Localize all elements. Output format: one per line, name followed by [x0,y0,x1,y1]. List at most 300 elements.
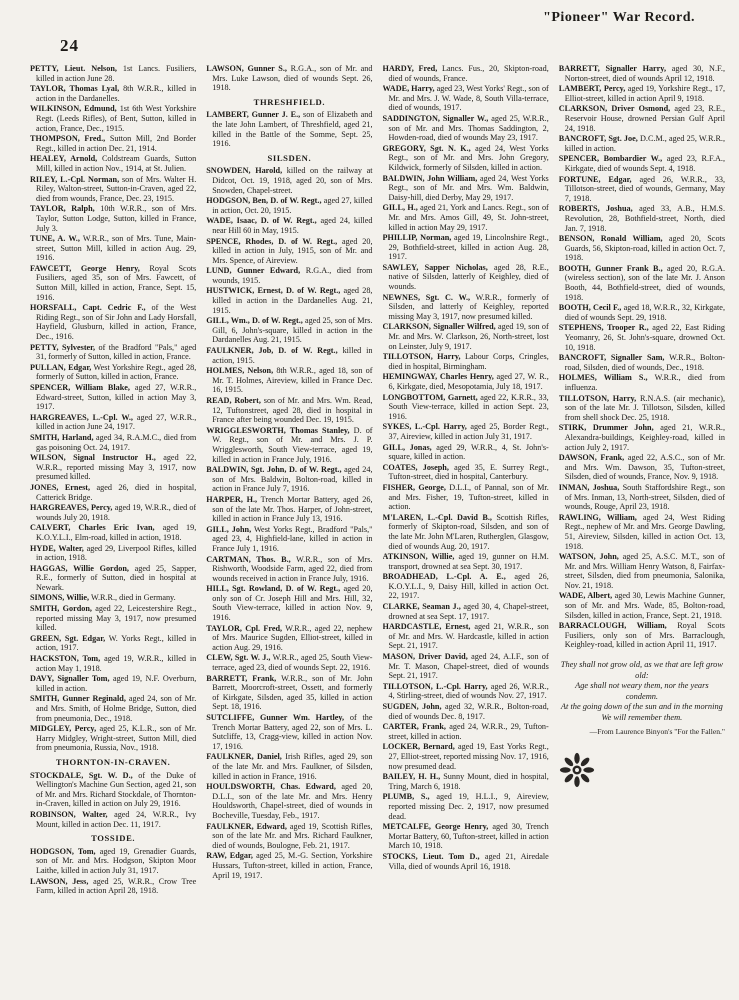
casualty-entry [30,104,196,133]
casualty-details: West Yorkshire Regt., aged 28, formerly of Sutton, killed in action, France. [36,362,197,382]
casualty-details: aged 22, East Riding Yeomanry, 26, St. John's-square, drowned Oct. 10, 1918. [564,323,725,352]
casualty-details: 8th W.R.R., killed in action in the Dardanelles. [36,84,197,103]
casualty-details: South Staffordshire Regt., son of Mrs. Inman, 13, North-street, Silsden, died of wounds, Rouge, April 23, 1918. [564,482,725,512]
casualty-entry [559,84,725,103]
casualty-name: CLEW, Sgt. W. J., [206,653,271,663]
casualty-entry [30,204,196,233]
casualty-name: WATSON, John, [558,552,619,562]
casualty-entry [30,84,196,103]
casualty-name: BARRETT, Frank, [206,673,277,683]
casualty-entry [383,652,549,681]
casualty-details: aged 30, Lewis Machine Gunner, son of Mr. and Mrs. Wade, 85, Bolton-road, Silsden, killed in action, France, Sept. 21, 1918. [564,591,725,620]
casualty-name: SUTCLIFFE, Gunner Wm. Hartley, [206,713,345,722]
column-4-entries [559,64,725,650]
casualty-entry [30,413,196,432]
casualty-entry [383,233,549,262]
casualty-name: THOMPSON, Fred., [30,134,106,144]
casualty-name: BARRACLOUGH, William, [558,621,667,631]
casualty-entry [383,293,549,322]
casualty-name: STIRK, Drummer John, [558,423,654,433]
casualty-details: R.G.A., son of Mr. and Mrs. Luke Lawson, died of wounds Sept. 26, 1918. [212,64,373,93]
casualty-details: aged 24, W.R.R., 29, Tufton-street, killed in action. [388,722,549,741]
casualty-name: WILSON, Signal Instructor H., [30,453,156,463]
casualty-entry [30,634,196,653]
casualty-name: BROADHEAD, L.-Cpl. A. E., [382,572,506,582]
casualty-entry [206,266,372,285]
casualty-details: aged 19, Grenadier Guards, son of Mr. and Mrs. Hodgson, Skipton Moor Laithe, killed in action July 31, 1917. [36,846,197,875]
casualty-details: 1st Lancs. Fusiliers, killed in action June 28. [36,64,197,83]
casualty-entry [30,604,196,633]
casualty-entry [30,483,196,502]
casualty-details: killed on the railway at Didcot, Oct. 19, 1918, aged 20, son of Mrs. Snowden, Chapel-street. [212,166,373,195]
casualty-details: D.C.M., aged 25, W.R.R., killed in action. [564,134,725,153]
casualty-entry [30,343,196,362]
casualty-entry [559,453,725,482]
casualty-name: FISHER, George, [382,482,446,492]
casualty-entry [559,621,725,650]
casualty-entry [559,591,725,620]
flower-ornament-icon [559,752,595,788]
casualty-details: aged 20, killed in action in July, 1915, son of Mr. and Mrs. Spence, of Aireview. [212,236,373,265]
casualty-entry [559,154,725,173]
casualty-details: 1st 6th West Yorkshire Regt. (Leeds Rifles), of Bent, Sutton, killed in action, France, Dec., 1915. [36,104,197,133]
casualty-entry [383,772,549,791]
casualty-details: aged 23, West Yorks' Regt., son of Mr. and Mrs. J. W. Wade, 8, South Villa-terrace, died of wounds, 1917. [388,84,549,113]
casualty-entry [206,584,372,622]
casualty-name: PHILLIP, Norman, [382,233,452,243]
casualty-details: of the Duke of Wellington's Machine Gun Section, aged 21, son of Mr. and Mrs. Richard Stockdale, of Thornton-in-Craven, killed in action on July 29, 1916. [36,770,197,809]
casualty-entry [206,237,372,266]
casualty-details: aged 33, A.B., H.M.S. Revolution, 28, Bothfield-street, North, died Jan. 7, 1918. [564,204,725,233]
casualty-entry [206,713,372,751]
casualty-entry [559,175,725,204]
casualty-details: aged 22, Leicestershire Regt., reported missing May 3, 1917, now presumed killed. [36,604,197,633]
casualty-name: WRIGGLESWORTH, Thomas Stanley, [206,425,350,435]
casualty-entry [383,742,549,771]
casualty-details: aged 24, killed near Hill 60 in May, 1915. [212,216,373,235]
casualty-entry [383,84,549,113]
casualty-name: NEWNES, Sgt. C. W., [382,292,471,302]
casualty-details: aged 22, K.R.R., 33, South View-terrace, killed in action Sept. 23, 1916. [388,392,549,421]
casualty-details: aged 27, W.R.R., Edward-street, Sutton, killed in action May 3, 1917. [36,383,197,412]
casualty-entry [383,792,549,821]
casualty-name: HAGGAS, Willie Gordon, [30,563,129,573]
casualty-entry [30,64,196,83]
casualty-name: HUSTWICK, Ernest, D. of W. Regt., [206,286,341,296]
casualty-details: aged 30, Trench Mortar Battery, 60, Tufton-street, killed in action March 10, 1918. [388,822,549,851]
casualty-details: aged 21, W.R.R., son of Mr. and Mrs. W. Hardcastle, killed in action Sept. 21, 1917. [388,622,549,651]
casualty-details: aged 28, killed in action in the Dardanelles Aug. 21, 1915. [212,286,373,315]
casualty-details: aged 35, E. Surrey Regt., Tufton-street, died in hospital, Canterbury. [388,462,549,482]
casualty-details: W.R.R., son of Mr. John Barrett, Moorcroft-street, Ossett, and formerly of Kirkgate, Silsden, aged 35, killed in action Sept. 18, 1916. [212,673,373,712]
casualty-entry [30,877,196,896]
casualty-name: RAW, Edgar, [206,851,253,861]
casualty-name: BOOTH, Cecil F., [558,303,622,313]
casualty-entry [383,422,549,441]
casualty-entry [206,316,372,345]
casualty-name: BARRETT, Signaller Harry, [558,64,666,73]
casualty-name: BALDWIN, Sgt. John, D. of W. Regt., [206,465,342,475]
page-header [22,8,725,55]
casualty-entry [383,64,549,83]
casualty-details: aged 24, W.R.R., Ivy Mount, killed in action Dec. 11, 1917. [36,809,197,829]
casualty-name: M'LAREN, L.-Cpl. David B., [382,512,492,522]
casualty-entry [559,234,725,263]
casualty-entry [206,752,372,781]
casualty-entry [206,216,372,235]
casualty-name: FAWCETT, George Henry, [30,263,140,273]
casualty-details: aged 27, W. R., 6, Kirkgate, died, Mesopotamia, July 18, 1917. [388,372,549,391]
casualty-details: W.R.R., formerly of Silsden, and latterly of Keighley, reported missing May 3, 1917, now presumed killed. [388,292,549,321]
casualty-details: aged 29, Liverpool Rifles, killed in action, 1918. [36,543,197,563]
casualty-name: LOCKER, Bernard, [382,742,455,752]
casualty-details: aged 25, K.L.R., son of Mr. Harry Midgley, Wright-street, Sutton Mill, died from pneumonia, Russia, Nov., 1918. [36,724,197,753]
casualty-name: PETTY, Lieut. Nelson, [30,64,117,73]
casualty-name: SYKES, L.-Cpl. Harry, [382,422,467,432]
casualty-entry [30,674,196,693]
casualty-details: aged 18, W.R.R., 32, Kirkgate, died of wounds Sept. 29, 1918. [564,303,725,322]
casualty-details: aged 24, West Riding Regt., nephew of Mr. and Mrs. George Dawling, 51, Aireview, Silsden, killed in action Oct. 13, 1918. [564,512,725,551]
casualty-name: HACKSTON, Tom, [30,654,101,664]
casualty-details: aged 25, W.R.R., son of Mr. and Mrs. Thomas Saddington, 2, Howden-road, died of wounds May 23, 1917. [388,113,549,143]
casualty-name: TILLOTSON, Harry, [382,352,461,362]
casualty-entry [30,503,196,522]
casualty-entry [383,352,549,371]
column-1 [30,64,196,994]
casualty-name: LAMBERT, Percy, [558,84,626,94]
casualty-details: W.R.R., aged 22, nephew of Mrs. Maurice Sugden, Elliot-street, killed in action Aug. 29, 1916. [212,623,373,652]
casualty-entry [559,264,725,302]
casualty-details: 10th W.R.R., son of Mrs. Taylor, Sutton Lodge, Sutton, killed in France, July 3. [36,204,197,233]
casualty-entry [559,483,725,512]
casualty-name: HOULDSWORTH, Chas. Edward, [206,782,336,792]
casualty-entry [30,264,196,302]
casualty-details: Sunny Mount, died in hospital, Tring, March 6, 1918. [388,772,549,791]
casualty-entry [206,196,372,215]
casualty-details: aged 25, son of Mrs. Gill, 6, John's-square, killed in action in the Dardanelles Aug. 21, 1915. [212,316,373,345]
casualty-details: aged 28, R.E., native of Silsden, latterly of Keighley, died of wounds. [388,262,549,292]
casualty-details: aged 24, A.I.F., son of Mr. T. Mason, Chapel-street, died of wounds Sept. 21, 1917. [388,652,549,681]
casualty-name: BOOTH, Gunner Frank B., [558,263,663,273]
casualty-details: aged 25, M.-G. Section, Yorkshire Hussars, Tufton-street, killed in action, France, April 19, 1917. [212,851,373,880]
casualty-entry [383,822,549,851]
casualty-details: aged 19, W.R.R., killed in action May 1, 1918. [36,654,197,673]
casualty-entry [383,602,549,621]
casualty-details: aged 23, R.F.A., Kirkgate, died of wounds Sept. 4, 1918. [564,154,725,173]
section-heading: TOSSIDE. [91,833,136,844]
page-number: 24 [60,36,79,55]
casualty-details: W.R.R., Bolton-road, Silsden, died of wounds, Dec., 1918. [564,353,725,372]
casualty-details: aged 25, Border Regt., 37, Aireview, killed in action July 31, 1917. [388,422,549,441]
casualty-name: HARGREAVES, L.-Cpl. W., [30,412,133,422]
casualty-details: R.N.A.S. (air mechanic), son of the late Mr. J. Tillotson, Silsden, killed from shell shock Dec. 25, 1918. [564,393,725,422]
casualty-entry [383,513,549,551]
casualty-name: TILLOTSON, Harry, [558,393,637,403]
casualty-name: INMAN, Joshua, [558,482,620,492]
casualty-entry [206,525,372,554]
casualty-entry [383,174,549,203]
casualty-name: SPENCER, Bombardier W., [558,154,663,164]
casualty-name: LAWSON, Gunner S., [206,64,287,73]
casualty-name: ROBERTS, Joshua, [558,204,633,214]
casualty-name: GREGORY, Sgt. N. K., [382,143,471,153]
casualty-name: SMITH, Harland, [30,432,94,442]
casualty-entry [206,286,372,315]
casualty-entry [206,782,372,820]
casualty-details: killed in action, 1915. [212,346,373,365]
casualty-details: W.R.R., son of Mrs. Tune, Main-street, Sutton Mill, killed in action Aug. 29, 1916. [36,234,197,263]
casualty-name: CLARKSON, Signaller Wilfred, [382,322,496,332]
casualty-entry [559,513,725,551]
casualty-details: aged 20, R.G.A. (wireless section), son of the late Mr. J. Anson Booth, 44, Bothfield-street, died of wounds, 1918. [564,263,725,302]
running-title: "Pioneer" War Record. [543,10,695,25]
casualty-name: SMITH, Gunner Reginald, [30,694,126,704]
casualty-entry [206,851,372,880]
section-heading: THRESHFIELD. [253,96,326,107]
casualty-name: FORTUNE, Edgar, [558,174,632,184]
casualty-entry [30,771,196,809]
casualty-entry [30,154,196,173]
casualty-details: of the West Riding Regt., son of Sir John and Lady Horsfall, Hayfield, Glusburn, killed in action, France, Dec., 1916. [36,303,197,342]
casualty-name: CARTMAN, Thos. B., [206,554,291,564]
casualty-entry [206,110,372,148]
casualty-details: aged 20, Scots Guards, 56, Skipton-road, killed in action Oct. 7, 1918. [564,234,725,263]
column-3 [383,64,549,994]
casualty-details: aged 19, son of Mr. and Mrs. W. Clarkson, 26, North-street, lost on Leinster, July 9, 1917. [388,322,549,351]
casualty-entry [383,572,549,601]
casualty-details: son of Mrs. Walter H. Riley, Walton-street, Sutton-in-Craven, aged 22, died from wounds, France, Dec. 23, 1915. [36,174,197,203]
casualty-entry [383,322,549,351]
casualty-details: D.L.I., of Pannal, son of Mr. and Mrs. Fisher, 19, Tufton-street, killed in action. [388,482,549,512]
casualty-details: R.G.A., died from wounds, 1915. [212,266,373,285]
verse-line: We will remember them. [601,712,683,722]
casualty-name: HODGSON, Ben, D. of W. Regt., [206,196,322,206]
casualty-entry [30,234,196,263]
casualty-entry [30,593,196,603]
casualty-entry [206,396,372,425]
casualty-name: SPENCE, Rhodes, D. of W. Regt., [206,236,338,246]
casualty-entry [30,724,196,753]
casualty-details: aged 19, W.R.R., died of wounds July 20, 1918. [36,503,197,522]
casualty-details: aged 30, 4, Chapel-street, drowned at sea Sept. 17, 1917. [388,602,549,621]
casualty-details: aged 27, W.R.R., killed in action June 24, 1917. [36,412,197,432]
casualty-entry [30,383,196,412]
casualty-entry [383,443,549,462]
casualty-details: son of Elizabeth and the late John Lambert, of Threshfield, aged 21, killed in the Battle of the Somme, Sept. 25, 1916. [212,110,373,149]
casualty-entry [206,166,372,195]
casualty-name: GILL, H., [382,203,418,213]
casualty-details: aged 19, Yorkshire Regt., 17, Elliot-street, killed in action April 9, 1918. [564,84,725,103]
casualty-details: son of Mr. and Mrs. Wm. Read, 12, Tuftonstreet, aged 28, died in hospital in France after being wounded Dec. 19, 1915. [212,396,373,425]
casualty-name: WADE, Albert, [558,591,613,601]
verse-line: They shall not grow old, as we that are left grow old: [560,660,723,680]
casualty-name: SAWLEY, Sapper Nicholas, [382,262,488,272]
column-2 [206,64,372,994]
casualty-details: aged 21, York and Lancs. Regt., son of Mr. and Mrs. Amos Gill, 49, St. John-street, killed in action May 29, 1917. [388,203,549,232]
casualty-entry [206,64,372,93]
casualty-details: aged 19, N.F. Overburn, killed in action. [36,674,197,693]
casualty-name: HARDCASTLE, Ernest, [382,622,471,632]
casualty-entry [30,453,196,482]
casualty-name: MIDGLEY, Percy, [30,724,97,734]
casualty-name: HARDY, Fred, [382,64,438,73]
casualty-entry [559,552,725,590]
casualty-name: CLARKSON, Driver Osmond, [558,104,671,114]
casualty-details: Lancs. Fus., 20, Skipton-road, died of wounds, France. [388,64,549,83]
casualty-name: GILL, Wm., D. of W. Regt., [206,316,303,326]
casualty-name: LAWSON, Jess, [30,876,89,886]
record-columns [30,64,725,994]
casualty-details: aged 19, Lincolnshire Regt., 29, Bothfield-street, killed in action Aug. 28, 1917. [388,233,549,262]
casualty-name: HYDE, Walter, [30,543,84,553]
casualty-entry [206,624,372,653]
casualty-name: TAYLOR, Ralph, [30,204,95,214]
casualty-details: aged 19, gunner on H.M. transport, drowned at sea Sept. 30, 1917. [388,552,549,571]
casualty-name: LAMBERT, Gunner J. E., [206,110,301,120]
casualty-details: West Yorks Regt., Bradford "Pals," aged 23, 4, Highfield-lane, killed in action in France July 1, 1916. [212,524,373,553]
casualty-details: aged 21, Airedale Villa, died of wounds April 16, 1918. [388,851,549,871]
casualty-entry [559,353,725,372]
casualty-name: PULLAN, Edgar, [30,362,92,372]
casualty-name: STOCKDALE, Sgt. W. D., [30,770,133,780]
casualty-name: BAILEY, H. H., [382,772,441,782]
casualty-details: aged 19, K.O.Y.L.I., Elm-road, killed in action, 1918. [36,523,197,542]
casualty-entry [383,393,549,422]
casualty-details: aged 26, K.O.Y.L.I., 9, Daisy Hill, killed in action Oct. 22, 1917. [388,572,549,601]
casualty-entry [559,104,725,133]
casualty-entry [30,363,196,382]
casualty-details: Trench Mortar Battery, aged 26, son of the late Mr. Thos. Harper, of John-street, killed in action in France July 13, 1916. [212,494,373,524]
casualty-name: LONGBOTTOM, Garnett, [382,392,478,402]
casualty-entry [383,463,549,482]
casualty-entry [383,144,549,173]
casualty-name: SIMONS, Willie, [30,593,90,603]
casualty-name: STOCKS, Lieut. Tom D., [382,851,480,861]
casualty-name: FAULKNER, Edward, [206,821,287,831]
casualty-entry [30,654,196,673]
casualty-name: HOLMES, Nelson, [206,366,274,376]
casualty-name: RAWLING, William, [558,512,637,522]
casualty-name: DAVY, Signaller Tom, [30,674,110,684]
casualty-name: READ, Robert, [206,396,261,405]
casualty-details: Labour Corps, Cringles, died in hospital, Birmingham. [388,352,549,371]
casualty-name: HARPER, H., [206,494,258,504]
casualty-name: FAULKNER, Daniel, [206,752,282,762]
casualty-details: aged 25, W.R.R., Crow Tree Farm, killed in action April 28, 1918. [36,876,197,896]
casualty-entry [383,552,549,571]
casualty-entry [383,263,549,292]
casualty-name: PETTY, Sylvester, [30,342,96,352]
casualty-entry [559,204,725,233]
casualty-name: RILEY, L.-Cpl. Norman, [30,174,120,184]
casualty-name: SUGDEN, John, [382,702,442,711]
casualty-entry [30,523,196,542]
casualty-entry [206,822,372,851]
casualty-name: SPENCER, William Blake, [30,383,130,392]
casualty-name: MASON, Driver David, [382,652,468,662]
casualty-details: aged 32, W.R.R., Bolton-road, died of wounds Dec. 8, 1917. [388,702,549,721]
casualty-name: CALVERT, Charles Eric Ivan, [30,523,155,533]
casualty-name: STEPHENS, Trooper R., [558,323,649,333]
casualty-entry [206,555,372,584]
casualty-details: aged 20, only son of Cr. Joseph Hill and Mrs. Hill, 32, South View-terrace, killed in action Nov. 9, 1916. [212,584,373,623]
casualty-entry [206,674,372,712]
casualty-details: Coldstream Guards, Sutton Mill, killed in action Nov., 1914, at St. Julien. [36,154,197,173]
casualty-name: HEALEY, Arnold, [30,154,98,164]
casualty-name: BANCROFT, Sgt. Joe, [558,134,638,144]
casualty-name: SMITH, Gordon, [30,604,92,614]
casualty-entry [383,622,549,651]
casualty-details: D. of W. Regt., son of Mr. and Mrs. J. P. Wrigglesworth, South View-terrace, aged 19, killed in action in France July, 1916. [212,425,373,464]
casualty-entry [383,483,549,512]
memorial-verse [559,660,725,738]
casualty-entry [559,323,725,352]
casualty-details: W.R.R., son of Mrs. Rishworth, Woodside Farm, aged 22, died from wounds received in action in France July, 1916. [212,554,373,583]
casualty-name: WILKINSON, Edmund, [30,104,117,114]
casualty-name: BANCROFT, Signaller Sam, [558,353,665,363]
casualty-name: WADE, Isaac, D. of W. Regt., [206,216,317,226]
column-4 [559,64,725,994]
casualty-name: CARTER, Frank, [382,722,446,732]
casualty-details: W. Yorks Regt., killed in action, 1917. [36,633,197,653]
casualty-name: HOLMES, William S., [558,373,648,383]
casualty-details: aged 30, N.F., Norton-street, died of wounds April 12, 1918. [564,64,725,83]
casualty-name: HORSFALL, Capt. Cedric F., [30,303,146,313]
casualty-name: METCALFE, George Henry, [382,822,489,832]
casualty-name: LUND, Gunner Edward, [206,266,301,276]
casualty-details: aged 29, W.R.R., 4, St. John's-square, killed in action. [388,442,549,462]
casualty-details: 8th W.R.R., aged 18, son of Mr. T. Holmes, Aireview, killed in France Dec. 16, 1915. [212,366,373,395]
casualty-entry [30,847,196,876]
casualty-name: BENSON, Ronald William, [558,234,663,244]
casualty-name: DAWSON, Frank, [558,453,625,463]
casualty-details: W.R.R., aged 25, South View-terrace, aged 23, died of wounds Sept. 22, 1916. [212,653,373,673]
casualty-entry [206,426,372,464]
casualty-name: GILL, John, [206,524,252,534]
casualty-name: HARGREAVES, Percy, [30,503,113,513]
verse-line: At the going down of the sun and in the morning [560,702,723,712]
casualty-entry [30,810,196,829]
casualty-details: aged 24, West Yorks Regt., son of Mr. and Mrs. Wm. Baldwin, Daisy-hill, died Derby, May 29, 1917. [388,173,549,202]
casualty-name: HILL, Sgt. Rowland, D. of W. Regt., [206,584,341,594]
casualty-entry [383,852,549,871]
casualty-name: COATES, Joseph, [382,462,449,472]
casualty-details: of the Bradford "Pals," aged 31, formerly of Sutton, killed in action, France. [36,342,197,362]
casualty-entry [383,722,549,741]
casualty-details: W.R.R., died in Germany. [90,593,176,603]
casualty-entry [30,433,196,452]
casualty-entry [559,373,725,392]
casualty-entry [383,114,549,143]
casualty-details: aged 27, killed in action, Oct. 20, 1915. [212,196,373,215]
casualty-details: Sutton Mill, 2nd Border Regt., killed in action Dec. 21, 1914. [36,134,197,153]
casualty-name: ROBINSON, Walter, [30,809,108,819]
casualty-name: PLUMB, S., [382,792,430,802]
casualty-details: aged 19, East Yorks Regt., 27, Elliot-street, reported missing Nov. 17, 1916, now presumed dead. [388,742,549,771]
casualty-entry [30,134,196,153]
casualty-entry [559,134,725,153]
casualty-details: aged 26, W.R.R., 4, Stirling-street, died of wounds Nov. 27, 1917. [388,681,549,701]
casualty-entry [30,694,196,723]
verse-attribution: —From Laurence Binyon's "For the Fallen." [589,727,725,737]
casualty-details: aged 25, A.S.C. M.T., son of Mr. and Mrs. William Henry Watson, 8, Fairfax-street, Silsden, died from pneumonia, Salonika, Nov. 21, 1918. [564,552,725,590]
casualty-details: aged 19, Scottish Rifles, son of the late Mr. and Mrs. Richard Faulkner, died of wounds, Boulogne, Feb. 21, 1917. [212,821,373,850]
casualty-entry [30,544,196,563]
casualty-details: aged 34, R.A.M.C., died from gas poisoning Oct. 24, 1917. [36,432,197,452]
casualty-name: ATKINSON, Willie, [382,552,455,562]
casualty-details: aged 23, R.E., Reservoir House, drowned Persian Gulf April 24, 1918. [564,104,725,133]
casualty-name: FAULKNER, Job, D. of W. Regt., [206,346,338,356]
